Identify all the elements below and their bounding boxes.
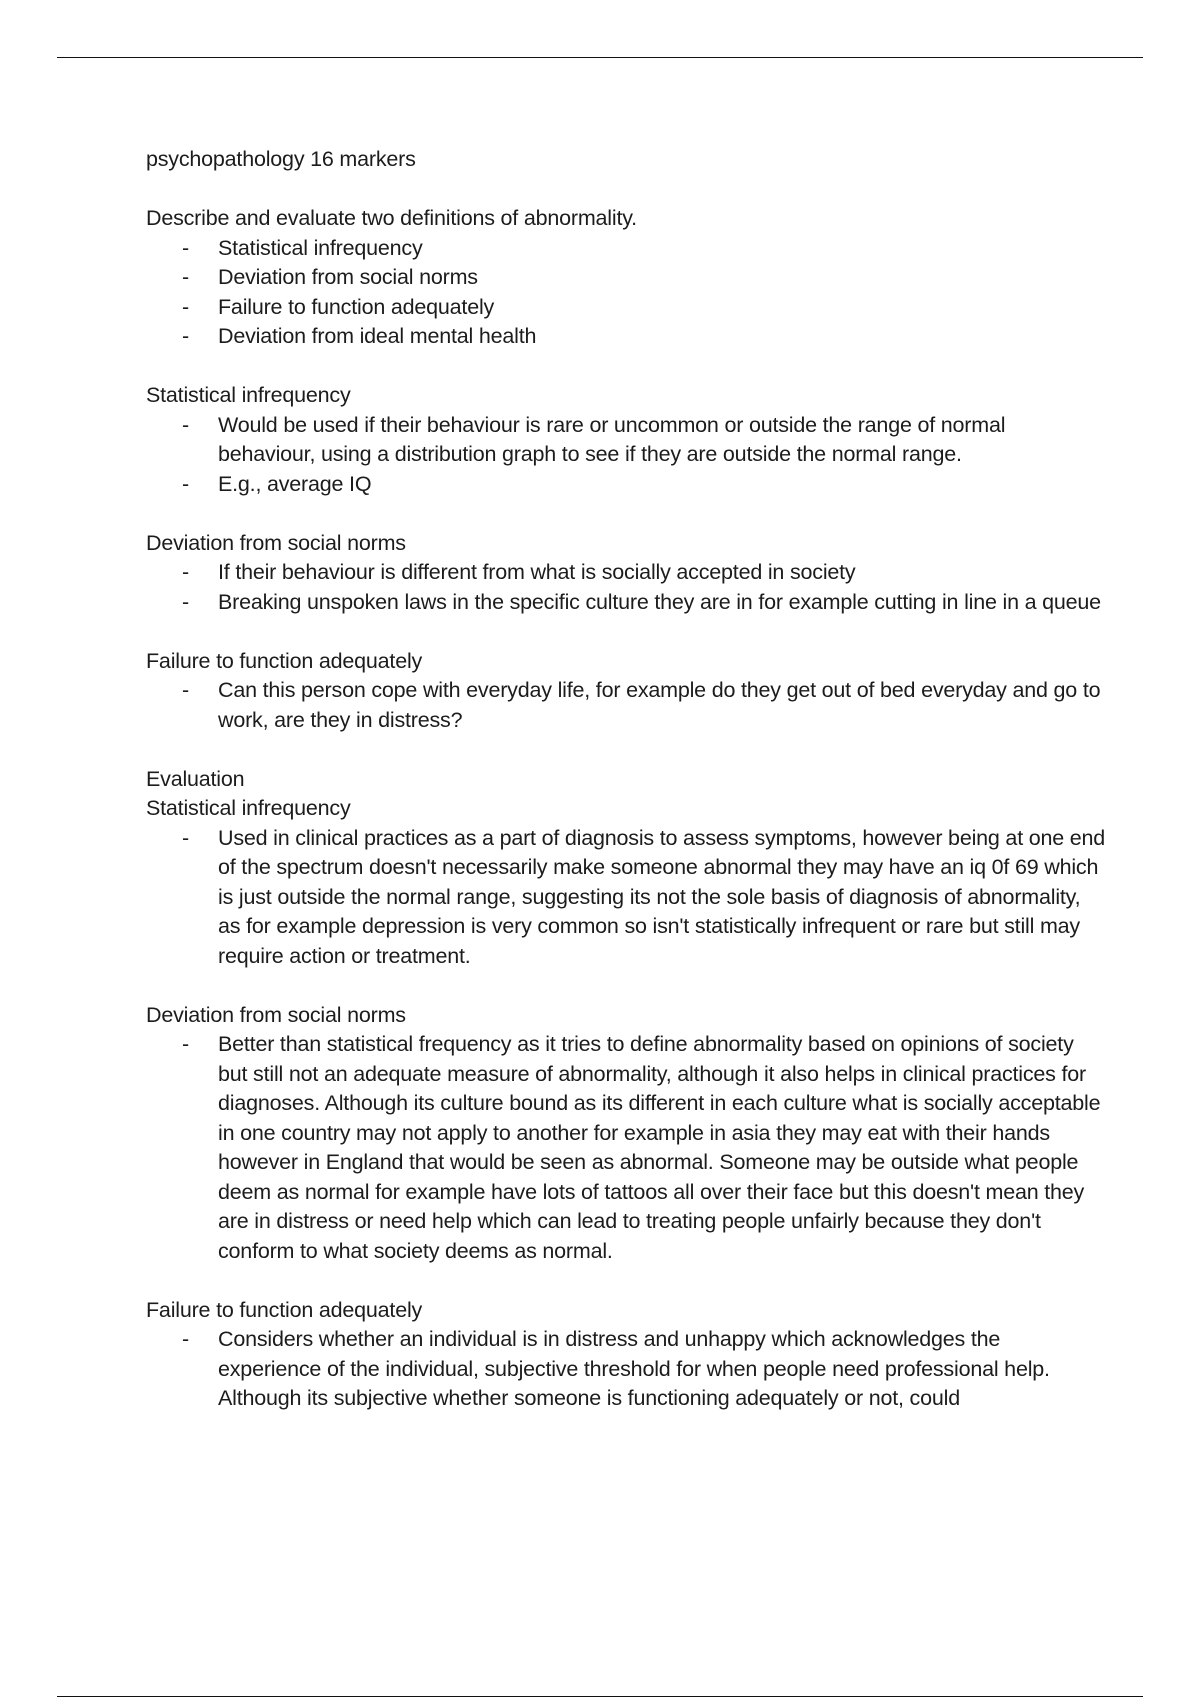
bullet-dash: - bbox=[182, 678, 189, 702]
bullet-dash: - bbox=[182, 560, 189, 584]
bullet-dash: - bbox=[182, 825, 189, 850]
bullet-list bbox=[146, 558, 1106, 617]
evaluation-label: Evaluation bbox=[146, 766, 245, 791]
bullet-dash: - bbox=[182, 589, 189, 614]
bullet-dash: - bbox=[182, 471, 189, 496]
bullet-dash: - bbox=[182, 324, 189, 348]
section-heading: Statistical infrequency bbox=[146, 796, 351, 820]
section-heading: Deviation from social norms bbox=[146, 530, 406, 555]
list-item: - E.g., average IQ bbox=[218, 470, 1106, 500]
bullet-dash: - bbox=[182, 1032, 189, 1056]
spacer bbox=[146, 971, 1106, 1001]
list-item: - Used in clinical practices as a part of diagnosis to assess symptoms, however being at one end of the spectrum doesn't necessarily make someone abnormal they may have an iq 0f 69 which is just outside the normal range, suggesting its not the sole basis of diagnosis of abnormality, as for example depression is very common so isn't statistically infrequent or rare but still may require action or treatment. bbox=[182, 825, 1106, 968]
section-heading: Deviation from social norms bbox=[146, 1002, 406, 1027]
bullet-list bbox=[146, 676, 1106, 735]
spacer bbox=[146, 352, 1106, 382]
page-top-rule bbox=[57, 57, 1143, 58]
list-item: - Can this person cope with everyday life, for example do they get out of bed everyday and go to work, are they in distress? bbox=[182, 678, 1101, 732]
bullet-list bbox=[146, 1325, 1106, 1414]
section-heading: Failure to function adequately bbox=[146, 648, 423, 673]
bullet-dash: - bbox=[182, 235, 189, 260]
list-item: - Considers whether an individual is in distress and unhappy which acknowledges the experience of the individual, subjective threshold for when people need professional help. Although its subjective whether someone is functioning adequately or not, could bbox=[182, 1327, 1050, 1410]
list-item: - Deviation from ideal mental health bbox=[218, 322, 1106, 352]
list-item: - Deviation from social norms bbox=[218, 263, 1106, 293]
document-title: psychopathology 16 markers bbox=[146, 147, 416, 171]
spacer bbox=[146, 617, 1106, 647]
list-item: - Statistical infrequency bbox=[218, 234, 1106, 264]
bullet-dash: - bbox=[182, 294, 189, 319]
list-item: - Failure to function adequately bbox=[218, 293, 1106, 323]
bullet-list bbox=[146, 411, 1106, 500]
list-item: - Better than statistical frequency as it tries to define abnormality based on opinions of society but still not an adequate measure of abnormality, although it also helps in clinical practices for diagnoses. Although its culture bound as its different in each culture what is socially acceptable in one country may not apply to another for example in asia they may eat with their hands however in England that would be seen as abnormal. Someone may be outside what people deem as normal for example have lots of tattoos all over their face but this doesn't mean they are in distress or need help which can lead to treating people unfairly because they don't conform to what society deems as normal. bbox=[182, 1032, 1101, 1263]
spacer bbox=[146, 175, 1106, 205]
spacer bbox=[146, 499, 1106, 529]
list-item: - Would be used if their behaviour is rare or uncommon or outside the range of normal behaviour, using a distribution graph to see if they are outside the normal range. bbox=[182, 412, 1006, 466]
section-heading: Failure to function adequately bbox=[146, 1297, 423, 1322]
page-bottom-rule bbox=[57, 1696, 1143, 1697]
question-prompt: Describe and evaluate two definitions of abnormality. bbox=[146, 206, 637, 230]
bullet-list bbox=[146, 1030, 1106, 1266]
spacer bbox=[146, 1266, 1106, 1296]
bullet-dash: - bbox=[182, 412, 189, 437]
bullet-dash: - bbox=[182, 1327, 189, 1351]
bullet-list bbox=[146, 824, 1106, 972]
bullet-dash: - bbox=[182, 265, 189, 289]
section-heading: Statistical infrequency bbox=[146, 383, 351, 407]
list-item: - Breaking unspoken laws in the specific culture they are in for example cutting in line in a queue bbox=[218, 588, 1106, 618]
spacer bbox=[146, 735, 1106, 765]
list-item: - If their behaviour is different from what is socially accepted in society bbox=[218, 558, 1106, 588]
document-body bbox=[146, 145, 1106, 1414]
bullet-list bbox=[146, 234, 1106, 352]
